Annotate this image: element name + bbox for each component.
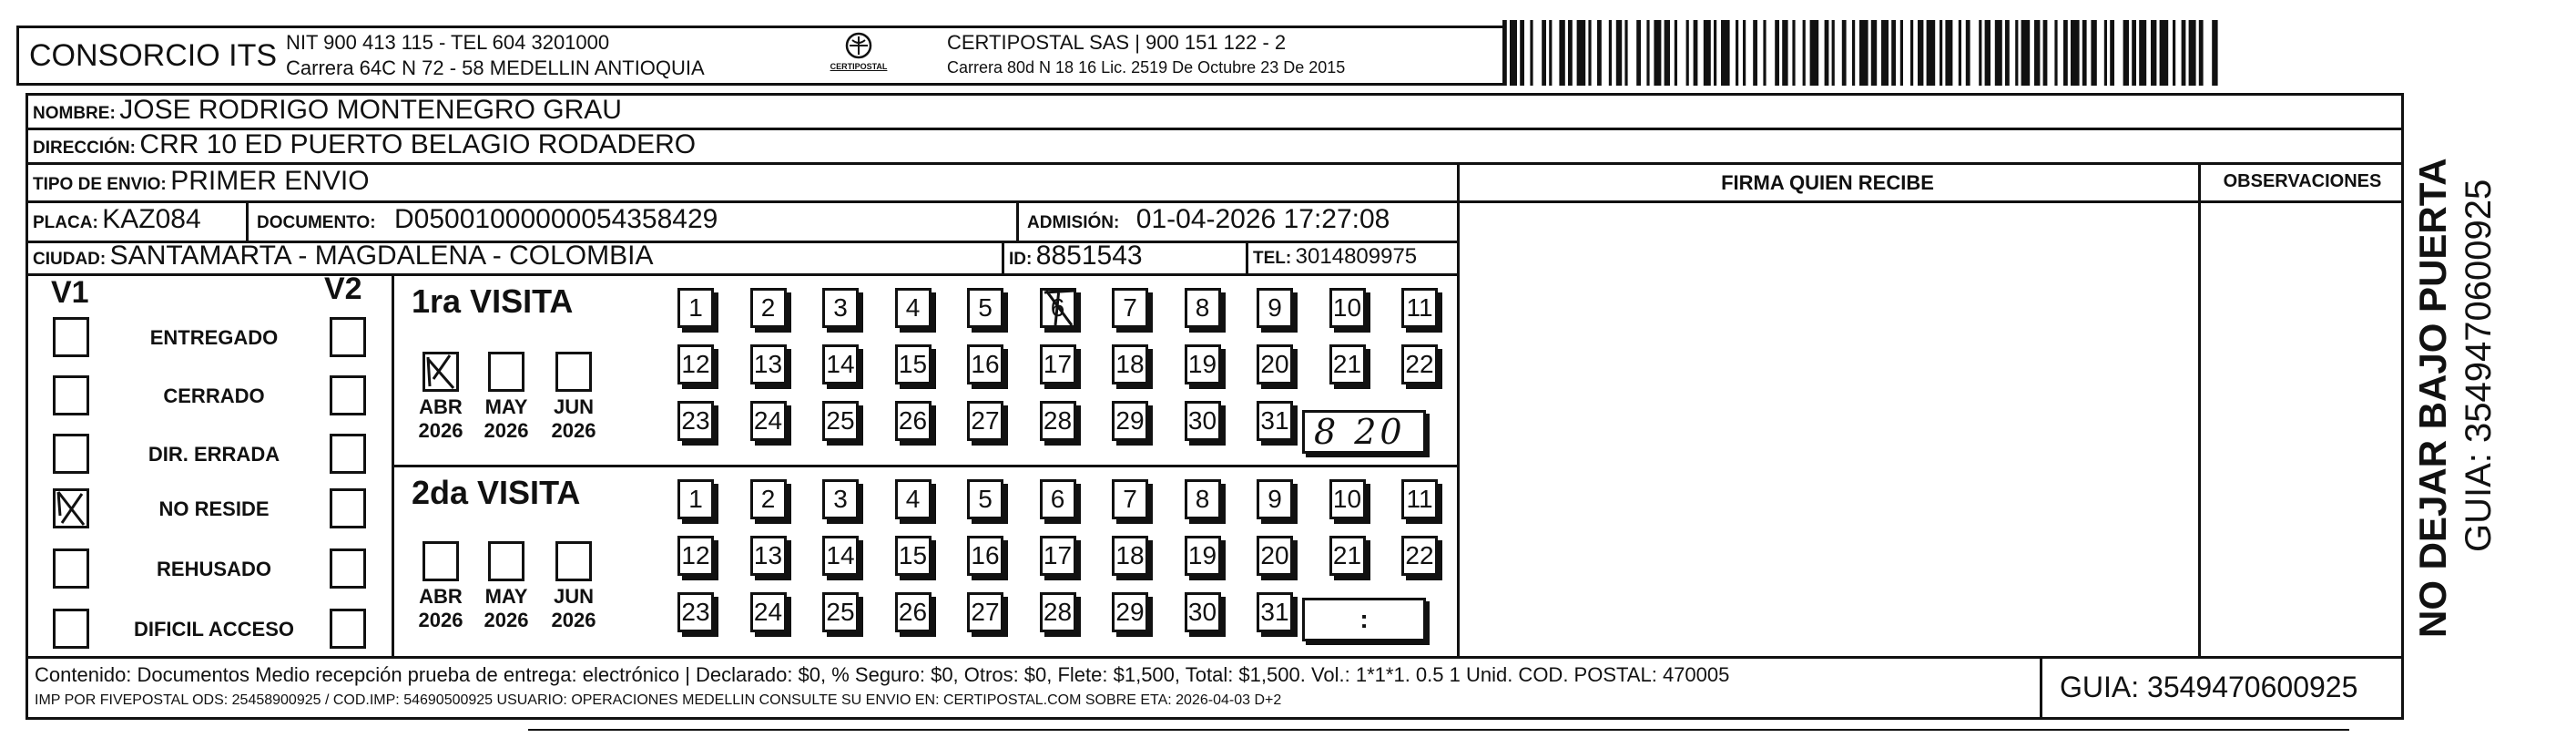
row-line: [25, 656, 2404, 659]
month-name: ABR: [419, 585, 463, 608]
city-cell: [33, 241, 653, 272]
day-number: 10: [1332, 485, 1362, 513]
reason-label: DIFICIL ACCESO: [133, 618, 294, 641]
day-box[interactable]: [677, 344, 714, 384]
day-box[interactable]: [1257, 592, 1293, 632]
v2-checkbox[interactable]: [330, 488, 366, 528]
side-warning: NO DEJAR BAJO PUERTA: [2411, 158, 2454, 638]
id-value: 8851543: [1035, 241, 1143, 271]
company-line-1: NIT 900 413 115 - TEL 604 3201000: [286, 31, 610, 54]
day-box[interactable]: [895, 401, 932, 441]
month-year: 2026: [484, 419, 529, 442]
day-box[interactable]: [677, 479, 714, 519]
reason-label: REHUSADO: [157, 558, 271, 580]
company-name: CONSORCIO ITS: [29, 38, 278, 73]
month-checkbox[interactable]: [555, 541, 592, 581]
day-box[interactable]: [1257, 401, 1293, 441]
v2-checkbox[interactable]: [330, 317, 366, 357]
day-number: 28: [1043, 406, 1073, 435]
day-number: 2: [760, 485, 776, 513]
day-number: 11: [1406, 293, 1433, 322]
day-number: 2: [760, 293, 776, 322]
footer-guide: GUIA: 3549470600925: [2060, 671, 2358, 703]
day-number: 13: [753, 541, 783, 569]
day-box[interactable]: [1185, 344, 1221, 384]
v1-header: V1: [51, 275, 89, 310]
day-number: 9: [1268, 485, 1282, 513]
visit1-time-box[interactable]: [1302, 410, 1426, 454]
day-number: 12: [681, 350, 710, 378]
day-number: 22: [1405, 541, 1434, 569]
month-label: [542, 585, 606, 632]
day-box[interactable]: [1112, 401, 1148, 441]
document-label: DOCUMENTO:: [257, 213, 376, 232]
day-box[interactable]: [750, 344, 787, 384]
month-checkbox[interactable]: [555, 352, 592, 392]
day-box[interactable]: [750, 401, 787, 441]
footer-line-2: IMP POR FIVEPOSTAL ODS: 25458900925 / COD.IMP: 54690500925 USUARIO: OPERACIONES MEDELLIN CONSULTE SU ENVIO EN: CERTIPOSTAL.COM SOBRE ETA: 2026-04-03 D+2: [35, 692, 1282, 708]
tel-value: 3014809975: [1295, 244, 1418, 269]
day-number: 17: [1043, 350, 1073, 378]
day-box[interactable]: [677, 536, 714, 576]
day-box[interactable]: [1040, 288, 1076, 328]
day-box[interactable]: [1040, 401, 1076, 441]
day-number: 11: [1406, 485, 1433, 513]
col-line: [1457, 162, 1460, 656]
city-label: CIUDAD:: [33, 250, 107, 269]
day-box[interactable]: [1185, 479, 1221, 519]
v2-checkbox[interactable]: [330, 609, 366, 649]
col-line: [1002, 241, 1004, 273]
type-value: PRIMER ENVIO: [170, 166, 370, 196]
month-name: MAY: [484, 395, 528, 418]
day-number: 31: [1260, 598, 1289, 626]
day-number: 19: [1187, 350, 1217, 378]
day-box[interactable]: [822, 479, 859, 519]
day-number: 28: [1043, 598, 1073, 626]
day-box[interactable]: [1112, 479, 1148, 519]
v1-checkbox[interactable]: [53, 488, 89, 528]
day-number: 25: [826, 598, 855, 626]
day-box[interactable]: [967, 479, 1003, 519]
day-box[interactable]: [677, 288, 714, 328]
day-box[interactable]: [1185, 592, 1221, 632]
footer-line-1: Contenido: Documentos Medio recepción prueba de entrega: electrónico | Declarado: $0, % Seguro: $0, Otros: $0, Flete: $1,500, Total: $1,500. Vol.: 1*1*1. 0.5 1 Unid. COD. POSTAL: 470005: [35, 663, 1730, 686]
col-line: [2198, 162, 2201, 656]
day-box[interactable]: [822, 401, 859, 441]
day-box[interactable]: [967, 288, 1003, 328]
day-box[interactable]: [1112, 288, 1148, 328]
day-number: 22: [1405, 350, 1434, 378]
day-box[interactable]: [1040, 479, 1076, 519]
day-box[interactable]: [1401, 288, 1438, 328]
col-line: [1246, 241, 1248, 273]
address-value: CRR 10 ED PUERTO BELAGIO RODADERO: [139, 129, 697, 159]
name-row: [33, 95, 622, 126]
day-box[interactable]: [822, 288, 859, 328]
day-number: 18: [1115, 541, 1145, 569]
day-box[interactable]: [1112, 344, 1148, 384]
visit2-title: 2da VISITA: [412, 474, 581, 511]
day-box[interactable]: [895, 479, 932, 519]
name-value: JOSE RODRIGO MONTENEGRO GRAU: [119, 95, 622, 125]
day-number: 19: [1187, 541, 1217, 569]
admission-cell: [1027, 204, 1390, 235]
day-box[interactable]: [1257, 344, 1293, 384]
row-line: [25, 162, 2404, 165]
month-checkbox[interactable]: [423, 541, 459, 581]
day-box[interactable]: [1329, 344, 1366, 384]
document-cell: [257, 204, 718, 235]
day-box[interactable]: [1401, 344, 1438, 384]
day-number: 10: [1332, 293, 1362, 322]
day-box[interactable]: [1185, 288, 1221, 328]
day-number: 29: [1115, 406, 1145, 435]
month-year: 2026: [418, 419, 463, 442]
day-number: 24: [753, 406, 783, 435]
day-number: 26: [898, 598, 928, 626]
day-box[interactable]: [822, 344, 859, 384]
signature-header: FIRMA QUIEN RECIBE: [1721, 171, 1934, 194]
tel-cell: [1253, 244, 1417, 270]
day-box[interactable]: [1185, 536, 1221, 576]
plate-label: PLACA:: [33, 213, 98, 232]
day-box[interactable]: [1257, 479, 1293, 519]
day-number: 20: [1260, 350, 1289, 378]
month-name: JUN: [553, 585, 594, 608]
day-box[interactable]: [677, 401, 714, 441]
day-number: 17: [1043, 541, 1073, 569]
address-label: DIRECCIÓN:: [33, 138, 136, 158]
month-checkbox[interactable]: [488, 541, 524, 581]
check-mark-icon: [53, 488, 89, 528]
plate-value: KAZ084: [102, 204, 201, 234]
day-number: 26: [898, 406, 928, 435]
document-value: D05001000000054358429: [394, 204, 718, 234]
day-number: 4: [905, 293, 921, 322]
day-number: 5: [978, 485, 993, 513]
reason-label: ENTREGADO: [149, 326, 279, 349]
barcode: [1502, 20, 2222, 86]
day-number: 7: [1123, 485, 1137, 513]
reason-label: DIR. ERRADA: [148, 443, 280, 466]
id-cell: [1009, 241, 1143, 272]
visit2-time-box[interactable]: [1302, 598, 1426, 641]
reason-label: NO RESIDE: [158, 497, 270, 520]
day-number: 1: [688, 485, 703, 513]
day-number: 27: [971, 406, 1000, 435]
day-box[interactable]: [1257, 288, 1293, 328]
day-box[interactable]: [1040, 536, 1076, 576]
month-checkbox[interactable]: [488, 352, 524, 392]
day-number: 9: [1268, 293, 1282, 322]
day-box[interactable]: [895, 288, 932, 328]
day-box[interactable]: [895, 344, 932, 384]
v2-checkbox[interactable]: [330, 548, 366, 589]
col-line: [2040, 656, 2042, 718]
v1-checkbox[interactable]: [53, 375, 89, 415]
month-checkbox[interactable]: [423, 352, 459, 392]
day-number: 31: [1260, 406, 1289, 435]
day-box[interactable]: [750, 288, 787, 328]
name-label: NOMBRE:: [33, 104, 116, 123]
v2-checkbox[interactable]: [330, 434, 366, 474]
day-box[interactable]: [967, 344, 1003, 384]
certipostal-logo: [824, 29, 893, 80]
day-number: 16: [971, 350, 1000, 378]
day-number: 8: [1195, 293, 1210, 322]
reason-label: CERRADO: [163, 384, 265, 407]
day-box[interactable]: [1040, 592, 1076, 632]
day-box[interactable]: [750, 536, 787, 576]
day-number: 6: [1050, 485, 1065, 513]
day-box[interactable]: [895, 592, 932, 632]
day-mark-icon: [1039, 285, 1079, 329]
check-mark-icon: [423, 352, 459, 392]
day-number: 18: [1115, 350, 1145, 378]
day-box[interactable]: [1401, 479, 1438, 519]
month-year: 2026: [551, 609, 596, 631]
day-box[interactable]: [677, 592, 714, 632]
row-line: [392, 465, 1460, 467]
day-box[interactable]: [1112, 536, 1148, 576]
city-value: SANTAMARTA - MAGDALENA - COLOMBIA: [109, 241, 654, 271]
type-row: [33, 166, 370, 197]
side-guide: GUIA: 3549470600925: [2459, 179, 2499, 552]
address-row: [33, 129, 696, 160]
admission-value: 01-04-2026 17:27:08: [1135, 204, 1390, 234]
day-number: 30: [1187, 406, 1217, 435]
month-year: 2026: [484, 609, 529, 631]
day-box[interactable]: [822, 536, 859, 576]
day-number: 21: [1332, 541, 1362, 569]
day-number: 6: [1050, 293, 1065, 322]
day-number: 8: [1195, 485, 1210, 513]
month-year: 2026: [551, 419, 596, 442]
day-number: 14: [826, 541, 855, 569]
day-number: 13: [753, 350, 783, 378]
certipostal-logo-icon: [824, 29, 893, 80]
day-number: 27: [971, 598, 1000, 626]
day-box[interactable]: [822, 592, 859, 632]
day-number: 12: [681, 541, 710, 569]
bottom-edge-line: [528, 729, 2349, 731]
day-box[interactable]: [967, 536, 1003, 576]
day-box[interactable]: [1112, 592, 1148, 632]
v1-checkbox[interactable]: [53, 609, 89, 649]
id-label: ID:: [1009, 250, 1033, 269]
month-name: JUN: [553, 395, 594, 418]
day-number: 3: [833, 293, 848, 322]
day-number: 21: [1332, 350, 1362, 378]
day-box[interactable]: [1329, 288, 1366, 328]
day-number: 14: [826, 350, 855, 378]
v1-checkbox[interactable]: [53, 317, 89, 357]
day-number: 15: [898, 350, 928, 378]
carrier-line-2: Carrera 80d N 18 16 Lic. 2519 De Octubre 23 De 2015: [947, 58, 1346, 77]
day-box[interactable]: [967, 592, 1003, 632]
col-line: [392, 273, 394, 656]
carrier-line-1: CERTIPOSTAL SAS | 900 151 122 - 2: [947, 31, 1287, 54]
day-number: 20: [1260, 541, 1289, 569]
row-line: [25, 273, 1460, 276]
month-year: 2026: [418, 609, 463, 631]
v1-checkbox[interactable]: [53, 434, 89, 474]
v1-checkbox[interactable]: [53, 548, 89, 589]
month-name: ABR: [419, 395, 463, 418]
visit2-time-value: :: [1359, 605, 1369, 633]
company-line-2: Carrera 64C N 72 - 58 MEDELLIN ANTIOQUIA: [286, 56, 705, 79]
day-number: 4: [905, 485, 921, 513]
v2-checkbox[interactable]: [330, 375, 366, 415]
tel-label: TEL:: [1253, 249, 1292, 268]
day-number: 23: [681, 406, 710, 435]
col-line: [246, 200, 249, 241]
day-box[interactable]: [1185, 401, 1221, 441]
month-label: [409, 585, 473, 632]
month-label: [474, 395, 538, 443]
v2-header: V2: [324, 272, 362, 306]
day-box[interactable]: [1329, 536, 1366, 576]
day-number: 30: [1187, 598, 1217, 626]
month-name: MAY: [484, 585, 528, 608]
plate-cell: [33, 204, 201, 235]
day-box[interactable]: [750, 479, 787, 519]
visit1-title: 1ra VISITA: [412, 282, 574, 320]
barcode-icon: [1502, 20, 2222, 86]
day-number: 15: [898, 541, 928, 569]
admission-label: ADMISIÓN:: [1027, 213, 1120, 232]
day-number: 25: [826, 406, 855, 435]
type-label: TIPO DE ENVIO:: [33, 175, 167, 194]
logo-text: CERTIPOSTAL: [830, 62, 888, 71]
observations-header: OBSERVACIONES: [2223, 171, 2382, 191]
day-number: 16: [971, 541, 1000, 569]
day-number: 5: [978, 293, 993, 322]
day-number: 24: [753, 598, 783, 626]
col-line: [1016, 200, 1019, 241]
day-number: 29: [1115, 598, 1145, 626]
month-label: [542, 395, 606, 443]
day-box[interactable]: [895, 536, 932, 576]
day-box[interactable]: [1329, 479, 1366, 519]
day-number: 7: [1123, 293, 1137, 322]
month-label: [409, 395, 473, 443]
day-box[interactable]: [1040, 344, 1076, 384]
day-number: 23: [681, 598, 710, 626]
row-line: [25, 200, 2404, 203]
day-box[interactable]: [1257, 536, 1293, 576]
month-label: [474, 585, 538, 632]
day-box[interactable]: [1401, 536, 1438, 576]
day-number: 3: [833, 485, 848, 513]
day-box[interactable]: [967, 401, 1003, 441]
day-box[interactable]: [750, 592, 787, 632]
day-number: 1: [688, 293, 703, 322]
visit1-time-value: 8 20: [1314, 412, 1406, 452]
